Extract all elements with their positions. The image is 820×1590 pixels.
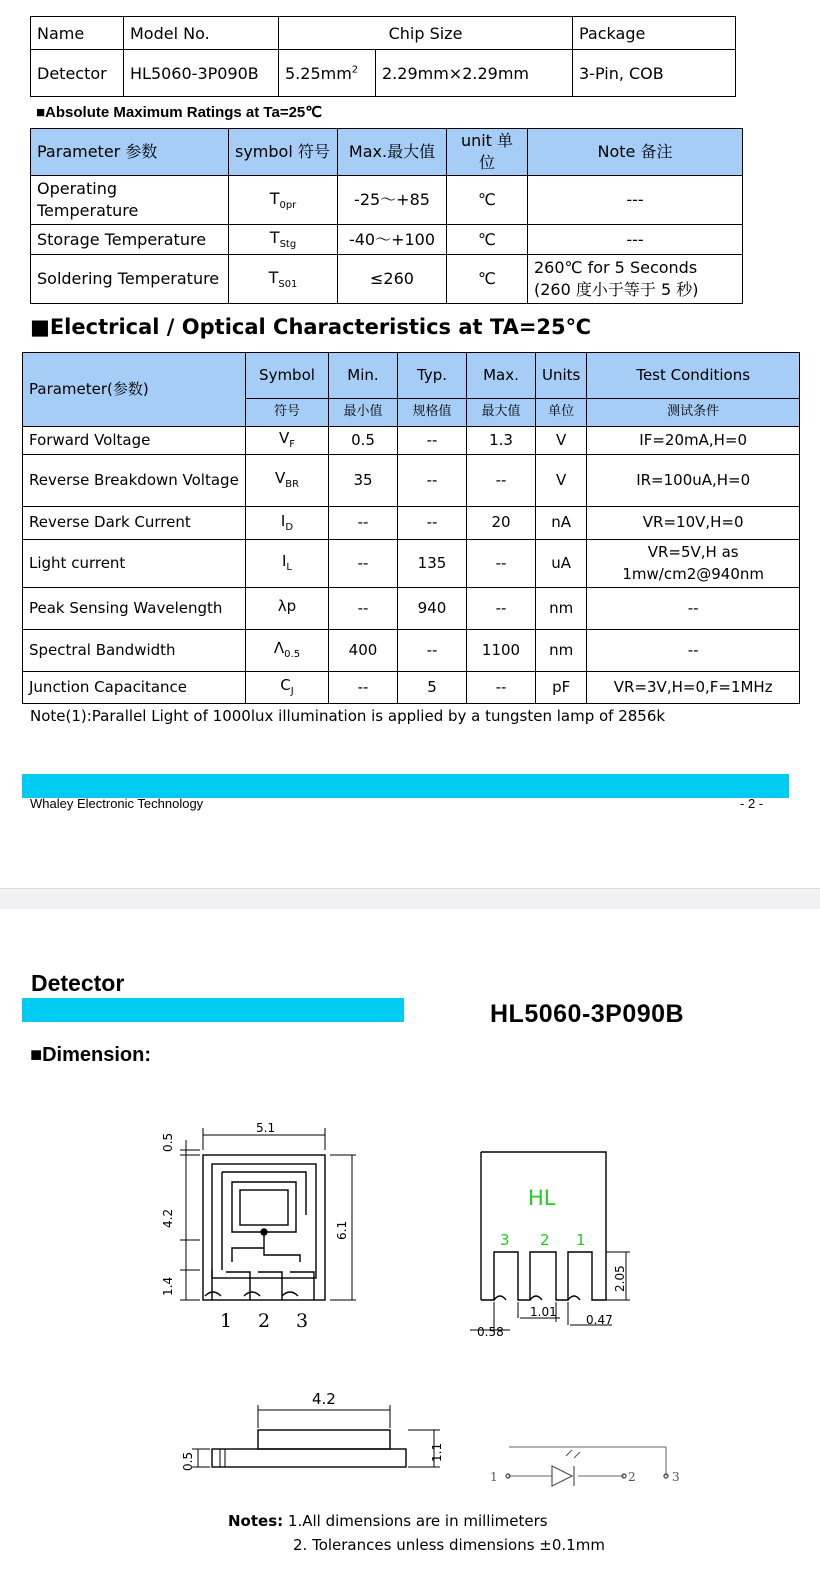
- pin-label: 1: [220, 1310, 233, 1332]
- eo-max: --: [467, 540, 536, 588]
- abs-note: 260℃ for 5 Seconds (260 度小于等于 5 秒): [528, 255, 743, 304]
- eo-typ: 5: [398, 672, 467, 704]
- notes: [228, 1512, 548, 1530]
- pin-label: 2: [258, 1310, 271, 1332]
- abs-max: ≤260: [338, 255, 447, 304]
- dimension-drawing: [0, 1090, 820, 1510]
- eo-cond: VR=10V,H=0: [587, 507, 800, 540]
- eo-header-param: Parameter(参数): [23, 353, 246, 427]
- abs-symbol: $T_{S01}$: [229, 255, 338, 304]
- cell-package: 3-Pin, COB: [573, 50, 736, 97]
- eo-param: Spectral Bandwidth: [23, 630, 246, 672]
- eo-min: --: [329, 588, 398, 630]
- hl-marking: HL: [528, 1186, 556, 1210]
- abs-note: ---: [528, 225, 743, 255]
- footer-page: - 2 -: [740, 796, 764, 811]
- page2-title-bar: [22, 998, 404, 1022]
- eo-symbol: $C_J$: [246, 672, 329, 704]
- abs-max: -25～+85: [338, 176, 447, 225]
- eo-min: --: [329, 672, 398, 704]
- eo-min: --: [329, 540, 398, 588]
- note-item: 1.All dimensions are in millimeters: [287, 1512, 548, 1530]
- header-model: Model No.: [124, 17, 279, 50]
- abs-header-param: Parameter 参数: [31, 129, 229, 176]
- header-package: Package: [573, 17, 736, 50]
- abs-note: ---: [528, 176, 743, 225]
- eo-header-conditions: Test Conditions: [587, 353, 800, 399]
- dim-label: 0.5: [181, 1451, 195, 1471]
- eo-header-typ: Typ.: [398, 353, 467, 399]
- eo-max: --: [467, 588, 536, 630]
- right-pin-label: 3: [500, 1231, 510, 1249]
- cell-name: Detector: [31, 50, 124, 97]
- eo-max: 20: [467, 507, 536, 540]
- eo-symbol: $I_L$: [246, 540, 329, 588]
- eo-title: ■Electrical / Optical Characteristics at TA=25℃: [30, 315, 592, 339]
- dim-label: 4.2: [161, 1208, 175, 1228]
- eo-header-max: Max.: [467, 353, 536, 399]
- eo-header-cn: 测试条件: [587, 399, 800, 427]
- eo-param: Peak Sensing Wavelength: [23, 588, 246, 630]
- eo-param: Reverse Dark Current: [23, 507, 246, 540]
- eo-note: Note(1):Parallel Light of 1000lux illumination is applied by a tungsten lamp of 2856k: [30, 707, 666, 725]
- eo-symbol: $I_D$: [246, 507, 329, 540]
- eo-typ: --: [398, 455, 467, 507]
- eo-param: Junction Capacitance: [23, 672, 246, 704]
- abs-max-table: [30, 128, 743, 304]
- eo-typ: --: [398, 507, 467, 540]
- eo-symbol: $V_F$: [246, 427, 329, 455]
- page2-model: HL5060-3P090B: [490, 1000, 685, 1028]
- abs-header-note: Note 备注: [528, 129, 743, 176]
- eo-cond: --: [587, 630, 800, 672]
- right-pin-label: 2: [540, 1231, 550, 1249]
- eo-header-cn: 符号: [246, 399, 329, 427]
- dim-label: 0.5: [161, 1132, 175, 1152]
- dim-label: 6.1: [335, 1220, 349, 1240]
- header-name: Name: [31, 17, 124, 50]
- page2-title: Detector: [31, 970, 125, 996]
- symbol-pin-label: 2: [628, 1470, 636, 1484]
- dim-label: 0.58: [477, 1325, 504, 1339]
- abs-unit: ℃: [447, 176, 528, 225]
- eo-header-cn: 最大值: [467, 399, 536, 427]
- eo-max: --: [467, 455, 536, 507]
- eo-max: 1.3: [467, 427, 536, 455]
- eo-unit: nm: [536, 588, 587, 630]
- abs-max-title: ■Absolute Maximum Ratings at Ta=25℃: [36, 104, 323, 121]
- eo-unit: V: [536, 455, 587, 507]
- eo-min: --: [329, 507, 398, 540]
- eo-typ: 135: [398, 540, 467, 588]
- eo-header-min: Min.: [329, 353, 398, 399]
- dim-label: 2.05: [613, 1265, 627, 1292]
- eo-unit: nm: [536, 630, 587, 672]
- dim-label: 0.47: [586, 1313, 613, 1327]
- notes-label: Notes:: [228, 1512, 284, 1530]
- eo-header-units: Units: [536, 353, 587, 399]
- header-chip-size: Chip Size: [279, 17, 573, 50]
- eo-header-cn: 规格值: [398, 399, 467, 427]
- symbol-pin-label: 1: [490, 1470, 498, 1484]
- eo-typ: --: [398, 630, 467, 672]
- abs-symbol: $T_{Stg}$: [229, 225, 338, 255]
- eo-symbol: λp: [246, 588, 329, 630]
- dim-label: 1.01: [530, 1305, 557, 1319]
- note-item: 2. Tolerances unless dimensions ±0.1mm: [293, 1536, 605, 1554]
- eo-header-cn: 最小值: [329, 399, 398, 427]
- eo-param: Reverse Breakdown Voltage: [23, 455, 246, 507]
- spec-table: [30, 16, 736, 97]
- dim-label: 4.2: [312, 1390, 336, 1408]
- eo-table: [22, 352, 800, 704]
- side-view-outline: [481, 1152, 606, 1300]
- eo-header-symbol: Symbol: [246, 353, 329, 399]
- eo-param: Light current: [23, 540, 246, 588]
- eo-typ: --: [398, 427, 467, 455]
- footer-bar: [22, 774, 789, 798]
- cell-size: 2.29mm×2.29mm: [376, 50, 573, 97]
- dim-label: 1.1: [430, 1442, 444, 1462]
- dimension-title: ■Dimension:: [30, 1044, 151, 1066]
- eo-cond: VR=3V,H=0,F=1MHz: [587, 672, 800, 704]
- eo-unit: nA: [536, 507, 587, 540]
- eo-cond: --: [587, 588, 800, 630]
- dim-label: 1.4: [161, 1276, 175, 1296]
- abs-param: Storage Temperature: [31, 225, 229, 255]
- footer-company: Whaley Electronic Technology: [30, 796, 204, 811]
- eo-unit: V: [536, 427, 587, 455]
- eo-unit: uA: [536, 540, 587, 588]
- eo-unit: pF: [536, 672, 587, 704]
- eo-min: 35: [329, 455, 398, 507]
- abs-header-max: Max.最大值: [338, 129, 447, 176]
- eo-param: Forward Voltage: [23, 427, 246, 455]
- eo-min: 400: [329, 630, 398, 672]
- eo-symbol: $V_{BR}$: [246, 455, 329, 507]
- cell-model: HL5060-3P090B: [124, 50, 279, 97]
- eo-cond: IR=100uA,H=0: [587, 455, 800, 507]
- eo-header-cn: 单位: [536, 399, 587, 427]
- pin-label: 3: [296, 1310, 309, 1332]
- eo-typ: 940: [398, 588, 467, 630]
- dim-label: 5.1: [256, 1121, 276, 1135]
- eo-max: --: [467, 672, 536, 704]
- abs-unit: ℃: [447, 225, 528, 255]
- eo-symbol: $\Lambda_{0.5}$: [246, 630, 329, 672]
- abs-param: Soldering Temperature: [31, 255, 229, 304]
- symbol-pin-label: 3: [672, 1470, 680, 1484]
- right-pin-label: 1: [576, 1231, 586, 1249]
- eo-max: 1100: [467, 630, 536, 672]
- cell-area: $5.25mm^2$: [279, 50, 376, 97]
- eo-min: 0.5: [329, 427, 398, 455]
- page-separator: [0, 888, 820, 909]
- eo-cond: IF=20mA,H=0: [587, 427, 800, 455]
- abs-unit: ℃: [447, 255, 528, 304]
- eo-cond: VR=5V,H as 1mw/cm2@940nm: [587, 540, 800, 588]
- abs-param: Operating Temperature: [31, 176, 229, 225]
- abs-symbol: $T_{0pr}$: [229, 176, 338, 225]
- abs-header-symbol: symbol 符号: [229, 129, 338, 176]
- abs-header-unit: unit 单位: [447, 129, 528, 176]
- abs-max: -40～+100: [338, 225, 447, 255]
